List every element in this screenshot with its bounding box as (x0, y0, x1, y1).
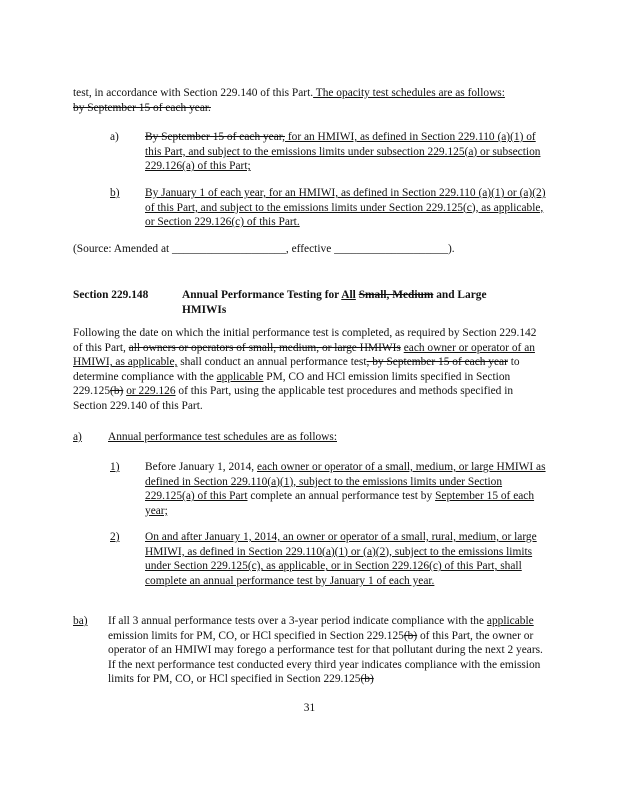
para-text: of this Part, using the applicable test procedures and methods specified in Section 229.140 of this Part. (73, 385, 514, 412)
intro-paragraph (73, 86, 548, 115)
subsection-a-label: a) (73, 431, 82, 443)
para-inserted-applicable: applicable (216, 370, 264, 383)
para-text: Following the date on which the initial performance test is completed, as required by Section 229.142 of this Part, (73, 327, 537, 354)
source-suffix: ). (448, 243, 455, 255)
source-effective: , effective (285, 243, 335, 255)
main-paragraph (73, 326, 548, 414)
para-struck-date: , by September 15 of each year (366, 356, 508, 369)
subsection-b-text3: of this Part, the owner or operator of an HMIWI may forego a performance test for that pollutant during the next 2 years. If the next performance test conducted every third year indicates compliance with the emission limits for PM, CO, or HCl specified in Section 229.125 (108, 629, 543, 686)
source-line (73, 242, 553, 257)
item-a-label: a) (110, 131, 119, 143)
para-inserted-owner: each owner or operator of an HMIWI, as applicable, (73, 341, 535, 369)
item-a-struck: By September 15 of each year, (145, 131, 285, 143)
item-a-inserted: for an HMIWI, as defined in Section 229.110 (a)(1) of this Part, and subject to the emissions limits under subsection 229.125(a) or subsection 229.126(a) of this Part; (145, 131, 541, 173)
para-struck-owners: all owners or operators of small, medium, or large HMIWIs (128, 341, 401, 354)
subitem-1-inserted: each owner or operator of a small, medium, or large HMIWI as defined in Section 229.110(a)(1), subject to the emissions limits under Section 229.125(a) of this Part (145, 461, 546, 503)
subitem-1-text (145, 460, 547, 518)
subsection-b-struck2: (b) (360, 673, 374, 686)
section-title-part1: Annual Performance Testing for (182, 289, 342, 301)
subitem-1-date: September 15 of each year; (145, 490, 535, 517)
section-number: Section 229.148 (73, 289, 149, 301)
subsection-b-text (108, 614, 548, 687)
subitem-1-label: 1) (110, 461, 120, 473)
section-title-struck: Small, Medium (358, 289, 434, 301)
subsection-b-text1: If all 3 annual performance tests over a 3-year period indicate compliance with the (108, 615, 487, 627)
subsection-a-text: Annual performance test schedules are as follows: (108, 431, 337, 443)
para-text: PM, CO and HCl emission limits specified in Section 229.125 (73, 370, 511, 398)
subsection-b-text2: emission limits for PM, CO, or HCl specified in Section 229.125 (108, 629, 404, 642)
subsection-b-label: ba) (73, 615, 88, 627)
section-title (182, 288, 542, 317)
item-a-text (145, 130, 547, 174)
item-b-text: By January 1 of each year, for an HMIWI, as defined in Section 229.110 (a)(1) or (a)(2) of this Part, and subject to the emissions limits under Section 229.125(c), as applicable, or Section 229.126(c) of this Part. (145, 187, 546, 229)
source-blank-effective: ____________________ (334, 243, 448, 255)
subitem-2-text: On and after January 1, 2014, an owner or operator of a small, rural, medium, or large HMIWI, as defined in Section 229.110(a)(1) or (a)(2), subject to the emissions limits under Section 229.125(c), as applicable, or in Section 229.126(c) of this Part, shall complete an annual performance test by January 1 of each year. (145, 531, 537, 587)
source-blank-amended: ____________________ (172, 243, 286, 255)
subsection-b-struck1: (b) (403, 629, 418, 642)
para-struck-b: (b) (110, 385, 124, 398)
para-inserted-section: or 229.126 (126, 385, 176, 398)
intro-struck-text: by September 15 of each year. (73, 101, 211, 114)
subsection-b-applicable: applicable (486, 615, 534, 627)
subitem-1-mid: complete an annual performance test by (247, 490, 436, 503)
item-b-label: b) (110, 187, 120, 199)
subitem-2-label: 2) (110, 531, 120, 543)
section-title-line2: HMIWIs (182, 303, 227, 316)
source-prefix: (Source: Amended at (73, 243, 173, 255)
para-text: to determine compliance with the (73, 356, 520, 383)
subitem-1-intro: Before January 1, 2014, (145, 461, 257, 473)
para-text: shall conduct an annual performance test (177, 356, 367, 369)
intro-inserted-text: The opacity test schedules are as follows: (313, 87, 505, 99)
page-number: 31 (303, 702, 316, 714)
intro-text: test, in accordance with Section 229.140 of this Part. (73, 87, 314, 99)
section-title-inserted: All (341, 289, 356, 301)
section-title-part2: and Large (433, 289, 487, 301)
